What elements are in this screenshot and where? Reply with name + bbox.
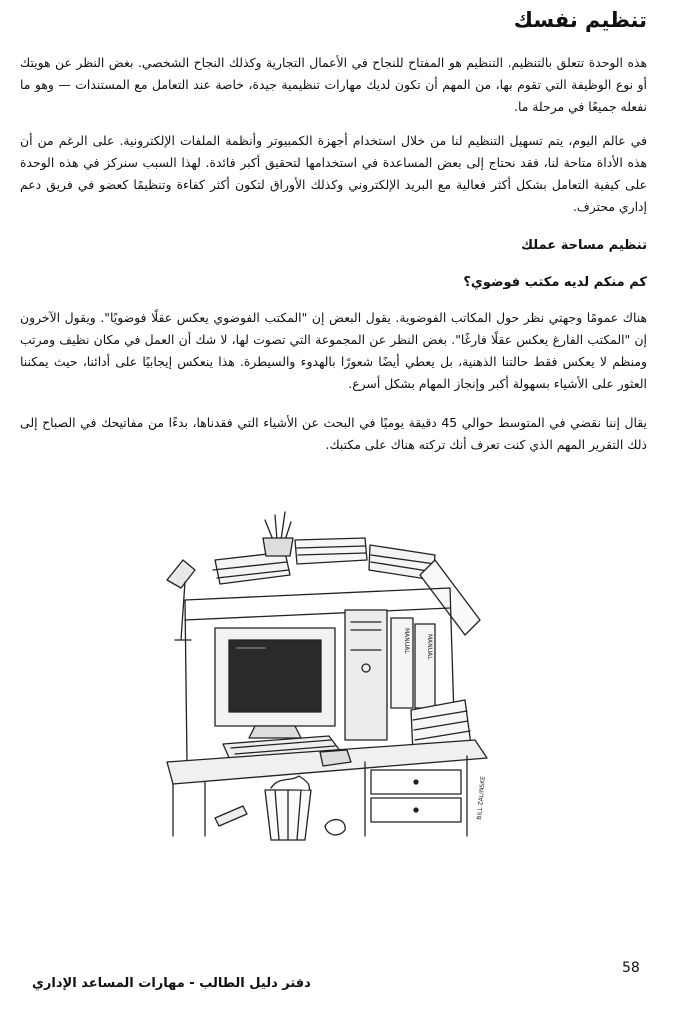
page-number: 58 [622,960,640,976]
binder-label-2: MANUAL [426,634,433,660]
messy-desk-illustration [115,500,505,845]
binder-label-1: MANUAL [403,628,410,654]
intro-paragraph: هذه الوحدة تتعلق بالتنظيم. التنظيم هو المفتاح للنجاح في الأعمال التجارية وكذلك النجاح الشخصي. بغض النظر عن هويتك أو نوع الوظيفة التي تقوم بها، من المهم أن تكون لديك مهارات تنظيمية جيدة، خاصة عند التعامل مع المستندات — وهو ما نفعله جميعًا في مرحلة ما. [20,55,647,114]
computer-paragraph: في عالم اليوم، يتم تسهيل التنظيم لنا من خلال استخدام أجهزة الكمبيوتر وأنظمة الملفات الإلكترونية. على الرغم من أن هذه الأداة متاحة لنا، فقد نحتاج إلى بعض المساعدة في استخدامها لتحقيق أكبر فائدة. لهذا السبب سنركز في هذه الوحدة على كيفية التعامل بشكل أكثر فعالية مع البريد الإلكتروني وكذلك الأوراق لتكون أكثر كفاءة وتنظيمًا كعضو في فريق دعم إداري محترف. [20,133,647,214]
search-time-paragraph: يقال إننا نقضي في المتوسط حوالي 45 دقيقة يوميًا في البحث عن الأشياء التي فقدناها، بدءًا من مفاتيحك في الصباح إلى ذلك التقرير المهم الذي كنت تعرف أنك تركته هناك على مكتبك. [20,415,647,452]
section-heading-question: كم منكم لديه مكتب فوضوي؟ [463,275,647,290]
messy-desk-paragraph: هناك عمومًا وجهتي نظر حول المكاتب الفوضوية. يقول البعض إن "المكتب الفوضوي يعكس عقلًا فوضويًا". ويقول الآخرون إن "المكتب الفارغ يعكس عقلًا فارغًا". بغض النظر عن المجموعة التي تصوت لها، لا شك أن العمل في مكان نظيف ومرتب ومنظم لا يعكس فقط حالتنا الذهنية، بل يعطي أيضًا شعورًا بالهدوء والسيطرة. هذا ينعكس إيجابيًا على أدائنا، حيث يمكننا العثور على الأشياء بسهولة أكبر وإنجاز المهام بشكل أسرع. [20,310,647,391]
section-heading-workspace: تنظيم مساحة عملك [521,238,647,253]
footer-text: دفتر دليل الطالب - مهارات المساعد الإداري [32,976,311,991]
artist-signature: BILL ZALINSKE [476,775,487,821]
page-title: تنظيم نفسك [513,8,647,32]
